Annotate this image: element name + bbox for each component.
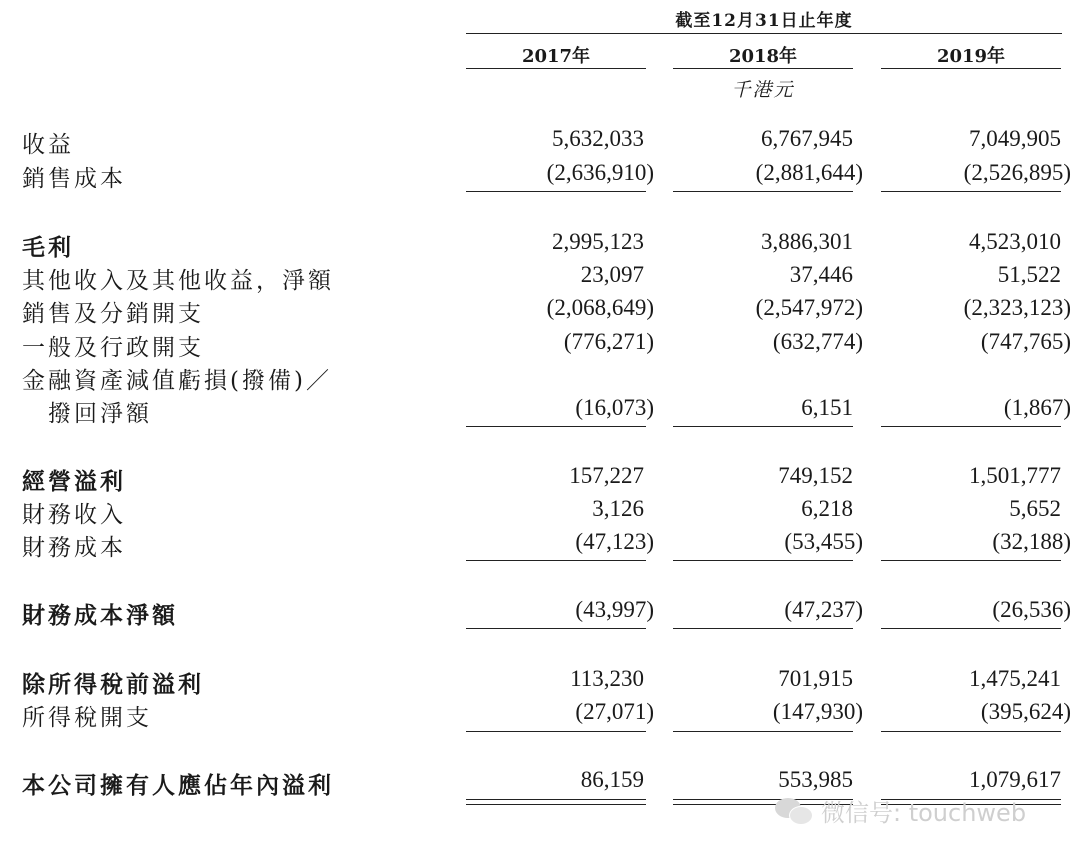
- value-cell: 701,915: [778, 666, 853, 691]
- value-cell: 5,632,033: [552, 126, 644, 151]
- unit-label: 千港元: [731, 79, 795, 101]
- subtotal-rule: [466, 191, 646, 192]
- year-2017: 2017年: [521, 46, 591, 67]
- value-cell: 3,126: [592, 496, 644, 521]
- value-cell: 157,227: [569, 463, 644, 488]
- period-header: 截至12月31日止年度: [675, 11, 853, 31]
- year-2018: 2018年: [728, 46, 798, 67]
- value-cell: (2,547,972): [755, 295, 863, 320]
- subtotal-rule: [673, 628, 853, 629]
- value-cell: 6,767,945: [761, 126, 853, 151]
- value-cell: 1,079,617: [969, 767, 1061, 792]
- wechat-watermark: [775, 793, 1026, 828]
- value-cell: (16,073): [575, 395, 654, 420]
- value-cell: (43,997): [575, 597, 654, 622]
- value-cell: 2,995,123: [552, 229, 644, 254]
- year-rule: [673, 68, 853, 69]
- value-cell: 4,523,010: [969, 229, 1061, 254]
- row-label: 財務收入: [22, 502, 126, 528]
- row-label: 一般及行政開支: [22, 335, 204, 361]
- row-label: 銷售及分銷開支: [22, 301, 204, 327]
- value-cell: 1,501,777: [969, 463, 1061, 488]
- subtotal-rule: [673, 731, 853, 732]
- total-double-rule: [466, 799, 646, 805]
- subtotal-rule: [881, 628, 1061, 629]
- subtotal-rule: [466, 731, 646, 732]
- value-cell: (632,774): [772, 329, 863, 354]
- value-cell: (47,123): [575, 529, 654, 554]
- row-label: 經營溢利: [22, 468, 126, 495]
- row-label: 收益: [22, 132, 74, 158]
- value-cell: 749,152: [778, 463, 853, 488]
- subtotal-rule: [466, 426, 646, 427]
- row-label: 其他收入及其他收益，淨額: [22, 268, 334, 294]
- wechat-icon: [775, 796, 815, 826]
- subtotal-rule: [881, 426, 1061, 427]
- subtotal-rule: [673, 560, 853, 561]
- value-cell: 1,475,241: [969, 666, 1061, 691]
- row-label: 銷售成本: [22, 166, 126, 192]
- row-label: 本公司擁有人應佔年內溢利: [22, 772, 334, 799]
- subtotal-rule: [881, 191, 1061, 192]
- value-cell: (2,881,644): [755, 160, 863, 185]
- value-cell: (47,237): [784, 597, 863, 622]
- value-cell: (53,455): [784, 529, 863, 554]
- row-label: 毛利: [22, 234, 74, 261]
- year-2019: 2019年: [936, 46, 1006, 67]
- row-label: 金融資產減值虧損(撥備)／: [22, 368, 332, 394]
- value-cell: 51,522: [997, 262, 1061, 287]
- value-cell: 3,886,301: [761, 229, 853, 254]
- value-cell: 7,049,905: [969, 126, 1061, 151]
- year-rule: [881, 68, 1061, 69]
- value-cell: 23,097: [580, 262, 644, 287]
- value-cell: 37,446: [789, 262, 853, 287]
- row-label: 財務成本淨額: [22, 602, 178, 629]
- value-cell: 6,218: [801, 496, 853, 521]
- value-cell: (2,636,910): [546, 160, 654, 185]
- period-rule: [466, 33, 1062, 34]
- year-rule: [466, 68, 646, 69]
- value-cell: 113,230: [570, 666, 644, 691]
- value-cell: (26,536): [992, 597, 1071, 622]
- row-label: 除所得稅前溢利: [22, 671, 204, 698]
- value-cell: (747,765): [980, 329, 1071, 354]
- subtotal-rule: [466, 560, 646, 561]
- row-label: 財務成本: [22, 535, 126, 561]
- value-cell: (1,867): [1003, 395, 1071, 420]
- value-cell: 553,985: [778, 767, 853, 792]
- subtotal-rule: [881, 560, 1061, 561]
- row-label-continued: 撥回淨額: [48, 401, 152, 427]
- value-cell: (32,188): [992, 529, 1071, 554]
- value-cell: (776,271): [563, 329, 654, 354]
- value-cell: (395,624): [980, 699, 1071, 724]
- subtotal-rule: [466, 628, 646, 629]
- value-cell: (2,068,649): [546, 295, 654, 320]
- value-cell: (2,323,123): [963, 295, 1071, 320]
- watermark-text: 微信号: touchweb: [821, 799, 1027, 827]
- value-cell: (27,071): [575, 699, 654, 724]
- subtotal-rule: [673, 426, 853, 427]
- subtotal-rule: [881, 731, 1061, 732]
- subtotal-rule: [673, 191, 853, 192]
- value-cell: (147,930): [772, 699, 863, 724]
- row-label: 所得稅開支: [22, 705, 152, 731]
- value-cell: 6,151: [801, 395, 853, 420]
- value-cell: 5,652: [1009, 496, 1061, 521]
- value-cell: 86,159: [580, 767, 644, 792]
- value-cell: (2,526,895): [963, 160, 1071, 185]
